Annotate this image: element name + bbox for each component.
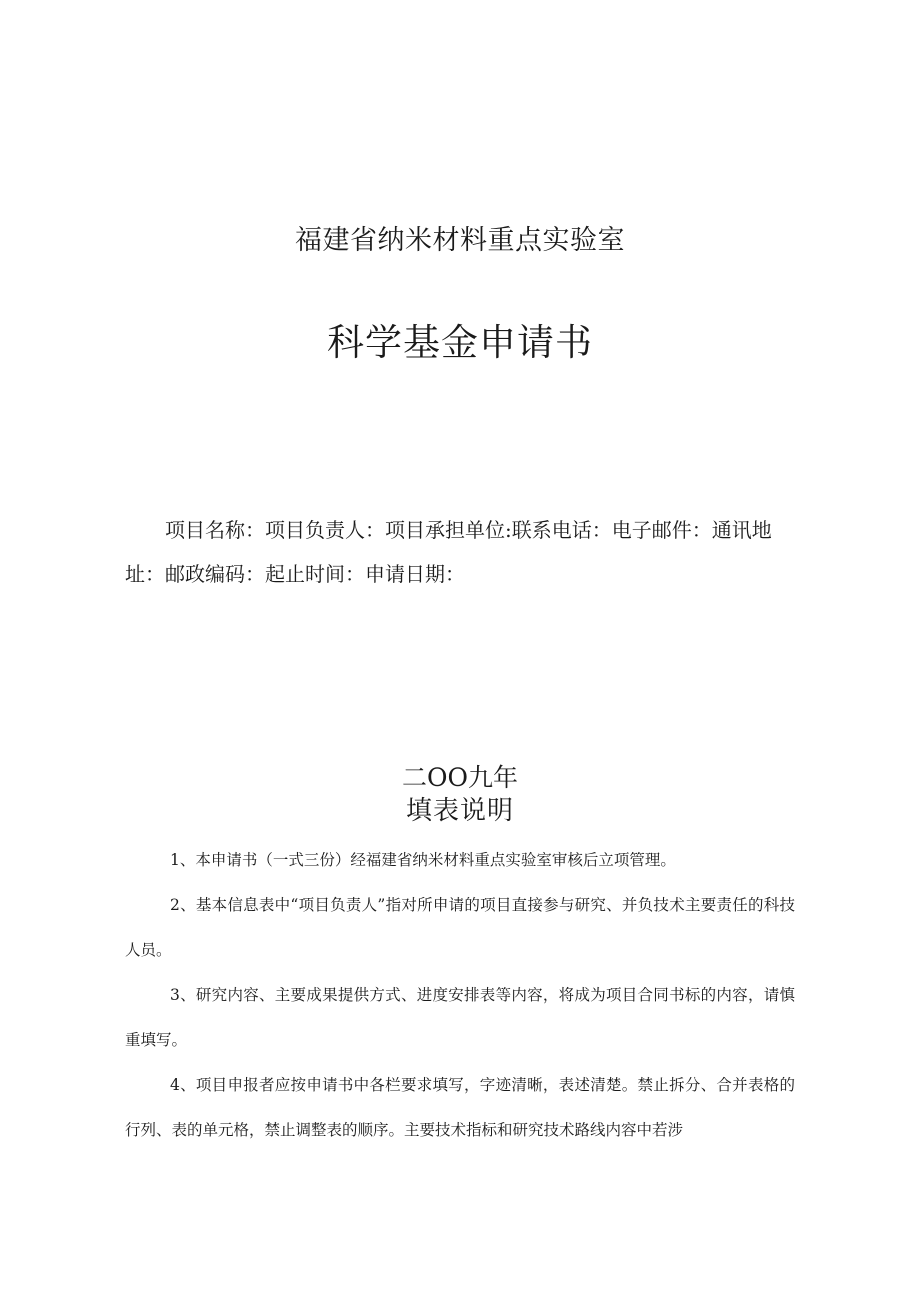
lab-name-heading: 福建省纳米材料重点实验室 <box>295 225 625 256</box>
applicant-fields: 项目名称：项目负责人：项目承担单位:联系电话：电子邮件：通讯地址：邮政编码：起止时间：申请日期： <box>125 518 772 586</box>
instruction-item: 3、研究内容、主要成果提供方式、进度安排表等内容，将成为项目合同书标的内容，请慎重填写。 <box>125 986 795 1049</box>
document-year: 二OO九年 <box>402 763 518 792</box>
instructions-list <box>125 838 795 1153</box>
instruction-item: 1、本申请书（一式三份）经福建省纳米材料重点实验室审核后立项管理。 <box>170 851 676 869</box>
document-title: 科学基金申请书 <box>327 321 593 364</box>
instructions-title: 填表说明 <box>405 796 514 826</box>
instruction-item: 2、基本信息表中“项目负责人”指对所申请的项目直接参与研究、并负技术主要责任的科技人员。 <box>125 896 795 959</box>
instruction-item: 4、项目申报者应按申请书中各栏要求填写，字迹清晰，表述清楚。禁止拆分、合并表格的行列、表的单元格，禁止调整表的顺序。主要技术指标和研究技术路线内容中若涉 <box>125 1076 795 1139</box>
